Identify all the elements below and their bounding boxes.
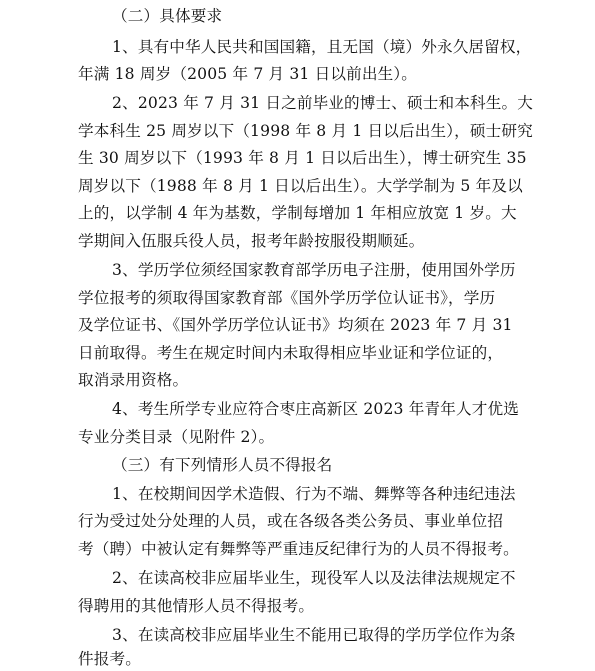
disq-paragraph-1-line-2: 行为受过处分处理的人员，或在各级各类公务员、事业单位招 bbox=[78, 512, 504, 530]
paragraph-4-line-2: 专业分类目录（见附件 2）。 bbox=[78, 428, 275, 446]
paragraph-1-line-1: 1、具有中华人民共和国国籍，且无国（境）外永久居留权， bbox=[112, 38, 532, 56]
disq-paragraph-2-line-1: 2、在读高校非应届毕业生，现役军人以及法律法规规定不 bbox=[112, 569, 516, 587]
paragraph-2-line-4: 周岁以下（1988 年 8 月 1 日以后出生）。大学学制为 5 年及以 bbox=[78, 177, 523, 195]
paragraph-2-line-1: 2、2023 年 7 月 31 日之前毕业的博士、硕士和本科生。大 bbox=[112, 94, 533, 112]
disq-paragraph-1-line-3: 考（聘）中被认定有舞弊等严重违反纪律行为的人员不得报考。 bbox=[78, 540, 519, 558]
paragraph-3-line-3: 及学位证书、《国外学历学位认证书》均须在 2023 年 7 月 31 bbox=[78, 316, 513, 334]
paragraph-3-line-1: 3、学历学位须经国家教育部学历电子注册，使用国外学历 bbox=[112, 261, 516, 279]
paragraph-3-line-4: 日前取得。考生在规定时间内未取得相应毕业证和学位证的， bbox=[78, 344, 504, 362]
paragraph-2-line-3: 生 30 周岁以下（1993 年 8 月 1 日以后出生），博士研究生 35 bbox=[78, 149, 527, 167]
paragraph-3-line-2: 学位报考的须取得国家教育部《国外学历学位认证书》，学历 bbox=[78, 289, 496, 307]
disq-paragraph-2-line-2: 得聘用的其他情形人员不得报考。 bbox=[78, 597, 315, 615]
paragraph-2-line-6: 学期间入伍服兵役人员，报考年龄按服役期顺延。 bbox=[78, 232, 425, 250]
disq-paragraph-3-line-2: 件报考。 bbox=[78, 650, 141, 668]
paragraph-2-line-2: 学本科生 25 周岁以下（1998 年 8 月 1 日以后出生），硕士研究 bbox=[78, 122, 533, 140]
section-heading-requirements: （二）具体要求 bbox=[112, 7, 223, 25]
disq-paragraph-1-line-1: 1、在校期间因学术造假、行为不端、舞弊等各种违纪违法 bbox=[112, 485, 516, 503]
disq-paragraph-3-line-1: 3、在读高校非应届毕业生不能用已取得的学历学位作为条 bbox=[112, 626, 516, 644]
paragraph-2-line-5: 上的，以学制 4 年为基数，学制每增加 1 年相应放宽 1 岁。大 bbox=[78, 204, 517, 222]
paragraph-1-line-2: 年满 18 周岁（2005 年 7 月 31 日以前出生）。 bbox=[78, 65, 418, 83]
paragraph-4-line-1: 4、考生所学专业应符合枣庄高新区 2023 年青年人才优选 bbox=[112, 400, 519, 418]
section-heading-disqualifications: （三）有下列情形人员不得报名 bbox=[112, 456, 333, 474]
paragraph-3-line-5: 取消录用资格。 bbox=[78, 371, 189, 389]
